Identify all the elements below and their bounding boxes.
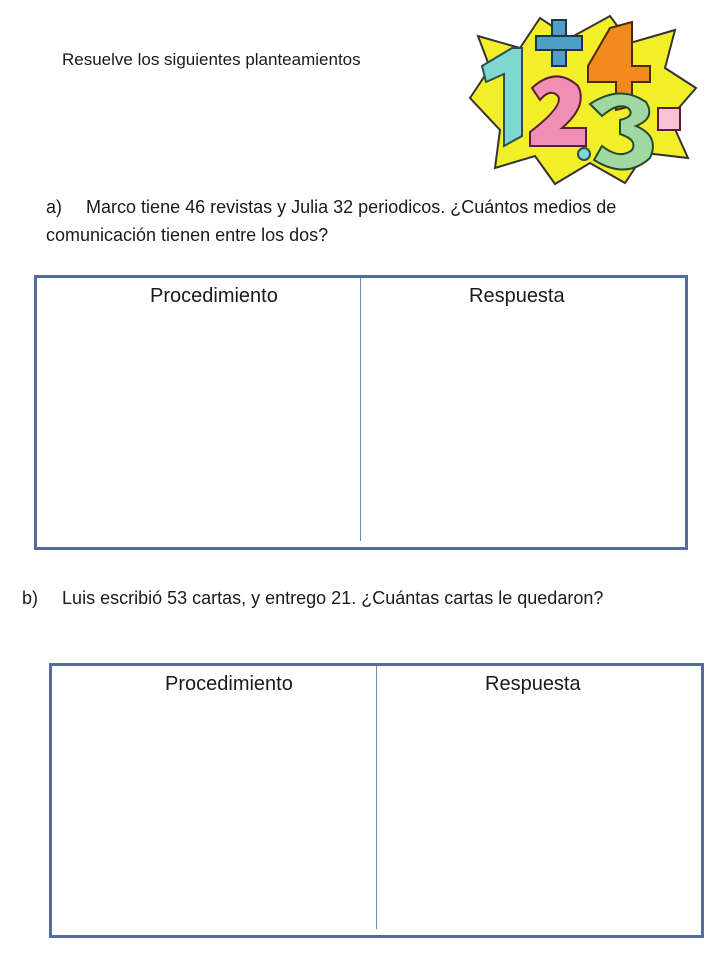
problem-b-procedure-label: Procedimiento: [165, 673, 293, 695]
problem-a-answer-label: Respuesta: [469, 285, 565, 307]
problem-a-divider: [360, 278, 361, 541]
problem-a-answer-box: [34, 275, 688, 550]
problem-a-statement: [46, 193, 706, 249]
problem-a-letter: a): [46, 197, 63, 217]
plus-horizontal-shape: [536, 36, 582, 50]
worksheet-title: Resuelve los siguientes planteamientos: [62, 50, 361, 69]
problem-b-answer-label: Respuesta: [485, 673, 581, 695]
problem-a-text: Marco tiene 46 revistas y Julia 32 periodicos. ¿Cuántos medios de comunicación tienen entre los dos?: [46, 197, 617, 245]
problem-b-statement: [22, 584, 720, 612]
problem-b-letter: b): [22, 588, 39, 608]
problem-a-procedure-label: Procedimiento: [150, 285, 278, 307]
colorful-numbers-icon: [460, 8, 700, 188]
decimal-dot-shape: [578, 148, 590, 160]
problem-b-text: Luis escribió 53 cartas, y entrego 21. ¿Cuántas cartas le quedaron?: [62, 588, 604, 608]
problem-b-divider: [376, 666, 377, 929]
problem-b-answer-box: [49, 663, 704, 938]
cube-shape: [658, 108, 680, 130]
